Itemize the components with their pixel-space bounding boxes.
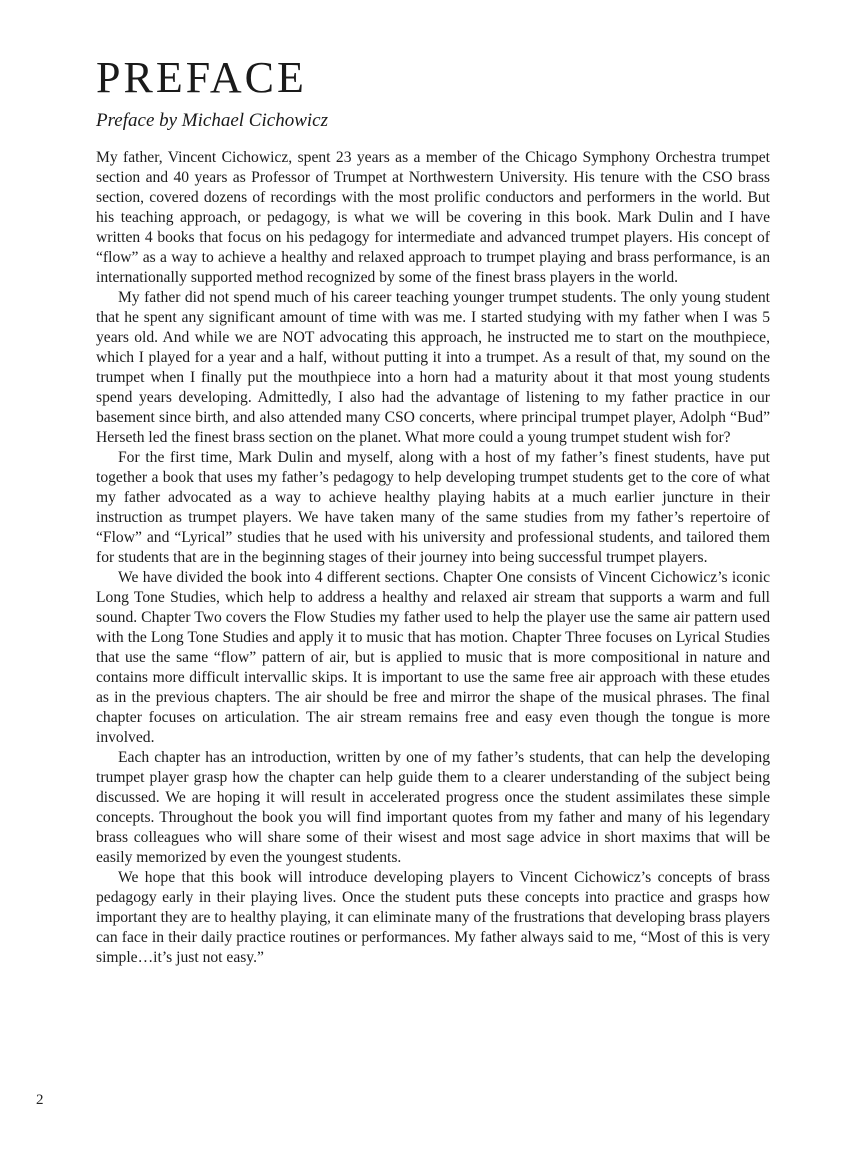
paragraph-1: My father, Vincent Cichowicz, spent 23 years as a member of the Chicago Symphony Orchestra trumpet section and 40 years as Professor of Trumpet at Northwestern University. His tenure with the CSO brass section, covered dozens of recordings with the most prolific conductors and performers in the world. But his teaching approach, or pedagogy, is what we will be covering in this book. Mark Dulin and I have written 4 books that focus on his pedagogy for intermediate and advanced trumpet players. His concept of “flow” as a way to achieve a healthy and relaxed approach to trumpet playing and brass performance, is an internationally supported method recognized by some of the finest brass players in the world. xyxy=(96,149,770,286)
preface-body xyxy=(96,148,770,968)
page-number: 2 xyxy=(36,1092,44,1108)
paragraph-6: We hope that this book will introduce developing players to Vincent Cichowicz’s concepts of brass pedagogy early in their playing lives. Once the student puts these concepts into practice and grasps how important they are to healthy playing, it can eliminate many of the frustrations that developing brass players can face in their daily practice routines or performances. My father always said to me, “Most of this is very simple…it’s just not easy.” xyxy=(96,869,770,966)
paragraph-3: For the first time, Mark Dulin and myself, along with a host of my father’s finest students, have put together a book that uses my father’s pedagogy to help developing trumpet students get to the core of what my father advocated as a way to achieve healthy playing habits at a much earlier juncture in their instruction as trumpet players. We have taken many of the same studies from my father’s repertoire of “Flow” and “Lyrical” studies that he used with his university and professional students, and tailored them for students that are in the beginning stages of their journey into being successful trumpet players. xyxy=(96,449,770,566)
paragraph-5: Each chapter has an introduction, written by one of my father’s students, that can help the developing trumpet player grasp how the chapter can help guide them to a clearer understanding of the subject being discussed. We are hoping it will result in accelerated progress once the student assimilates these simple concepts. Throughout the book you will find important quotes from my father and many of his legendary brass colleagues who will share some of their wisest and most sage advice in short maxims that will be easily memorized by even the youngest students. xyxy=(96,749,770,866)
paragraph-4: We have divided the book into 4 different sections. Chapter One consists of Vincent Cichowicz’s iconic Long Tone Studies, which help to address a healthy and relaxed air stream that supports a warm and full sound. Chapter Two covers the Flow Studies my father used to help the player use the same air pattern used with the Long Tone Studies and apply it to music that has motion. Chapter Three focuses on Lyrical Studies that use the same “flow” pattern of air, but is applied to music that is more compositional in nature and contains more difficult intervallic skips. It is important to use the same free air approach with these etudes as in the previous chapters. The air should be free and mirror the shape of the musical phrases. The final chapter focuses on articulation. The air stream remains free and easy even though the tongue is more involved. xyxy=(96,569,770,746)
paragraph-2: My father did not spend much of his career teaching younger trumpet students. The only young student that he spent any significant amount of time with was me. I started studying with my father when I was 5 years old. And while we are NOT advocating this approach, he instructed me to start on the mouthpiece, which I played for a year and a half, without putting it into a trumpet. As a result of that, my sound on the trumpet when I finally put the mouthpiece into a horn had a maturity about it that most young students spend years developing. Admittedly, I also had the advantage of listening to my father practice in our basement since birth, and also attended many CSO concerts, where principal trumpet player, Adolph “Bud” Herseth led the finest brass section on the planet. What more could a young trumpet student wish for? xyxy=(96,289,770,446)
page-title: PREFACE xyxy=(96,53,307,102)
page-subtitle: Preface by Michael Cichowicz xyxy=(96,110,328,131)
